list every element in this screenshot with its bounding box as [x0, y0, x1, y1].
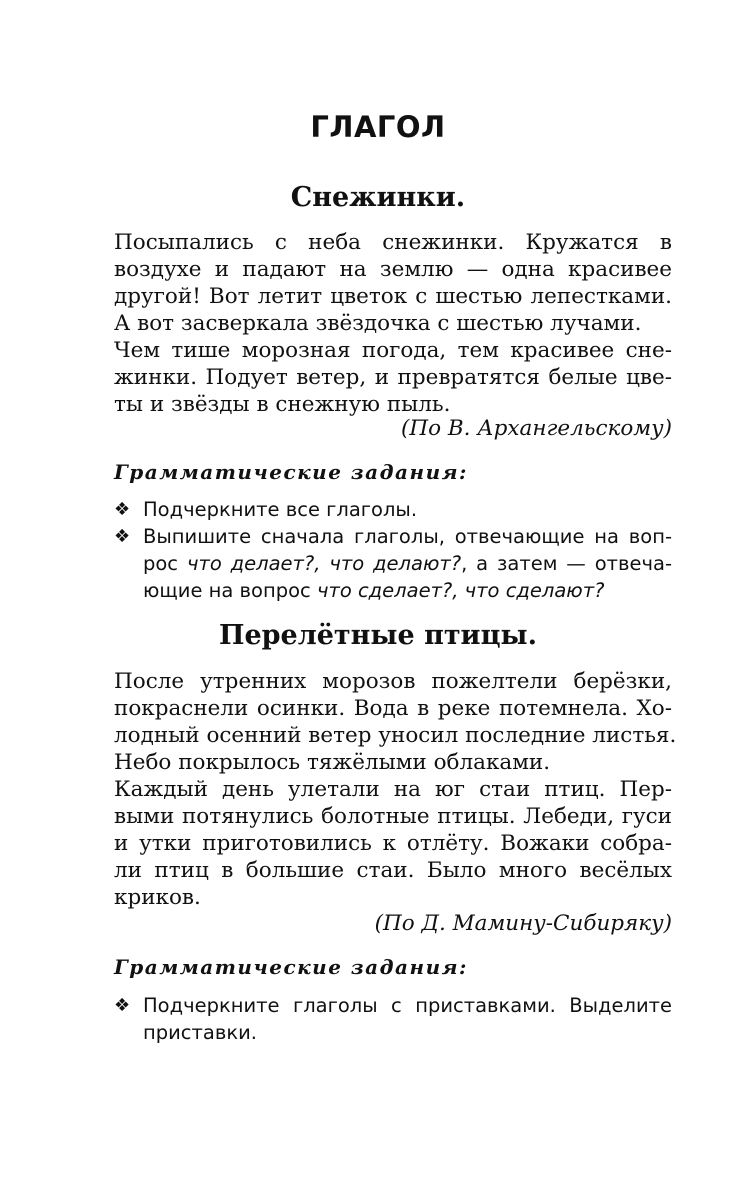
text-line: лодный осенний ветер уносил последние листья.	[114, 723, 677, 748]
question-italic: что делает?, что делают?	[186, 552, 462, 575]
text-line: ты и звёзды в снежную пыль.	[114, 392, 451, 417]
text-line: покраснели осинки. Вода в реке потемнела. Хо-	[114, 696, 672, 721]
text-line: жинки. Подует ветер, и превратятся белые цве-	[114, 365, 672, 390]
tasks-heading: Грамматические задания:	[114, 955, 468, 979]
task-text: приставки.	[143, 1021, 257, 1044]
text-line: Посыпались с неба снежинки. Кружатся в	[114, 230, 672, 255]
text-line: другой! Вот летит цветок с шестью лепестками.	[114, 284, 672, 309]
paragraph	[114, 776, 672, 911]
task-text: рос что делает?, что делают?, а затем — отвеча-	[143, 552, 672, 575]
task-text: ющие на вопрос что сделает?, что сделают?	[143, 579, 605, 602]
text-line: ли птиц в большие стаи. Было много весёлых	[114, 858, 672, 883]
source-citation: (По Д. Мамину-Сибиряку)	[374, 911, 672, 936]
question-italic: что сделает?, что сделают?	[316, 579, 605, 602]
diamond-bullet-icon: ❖	[114, 526, 131, 547]
paragraph	[114, 229, 672, 337]
task-item	[114, 496, 672, 523]
text-line: криков.	[114, 885, 201, 910]
task-item	[114, 523, 672, 604]
chapter-title: ГЛАГОЛ	[310, 110, 446, 144]
task-item	[114, 992, 672, 1046]
section-title-migratory-birds: Перелётные птицы.	[218, 620, 537, 651]
source-citation: (По В. Архангельскому)	[400, 416, 672, 441]
paragraph	[114, 337, 672, 418]
text-line: А вот засверкала звёздочка с шестью лучами.	[114, 311, 642, 336]
task-text: Подчеркните все глаголы.	[143, 498, 418, 521]
text-line: После утренних морозов пожелтели берёзки,	[114, 669, 672, 694]
section-title-snowflakes: Снежинки.	[290, 182, 466, 213]
text-line: и утки приготовились к отлёту. Вожаки собра-	[114, 831, 672, 856]
tasks-heading: Грамматические задания:	[114, 460, 468, 484]
diamond-bullet-icon: ❖	[114, 499, 131, 520]
text-line: Небо покрылось тяжёлыми облаками.	[114, 750, 551, 775]
task-text: Подчеркните глаголы с приставками. Выделите	[143, 994, 672, 1017]
text-line: Чем тише морозная погода, тем красивее сне-	[114, 338, 672, 363]
text-line: выми потянулись болотные птицы. Лебеди, гуси	[114, 804, 672, 829]
task-text: Выпишите сначала глаголы, отвечающие на воп-	[143, 525, 672, 548]
text-line: Каждый день улетали на юг стаи птиц. Пер-	[114, 777, 672, 802]
text-line: воздухе и падают на землю — одна красивее	[114, 257, 672, 282]
diamond-bullet-icon: ❖	[114, 995, 131, 1016]
paragraph	[114, 668, 677, 776]
